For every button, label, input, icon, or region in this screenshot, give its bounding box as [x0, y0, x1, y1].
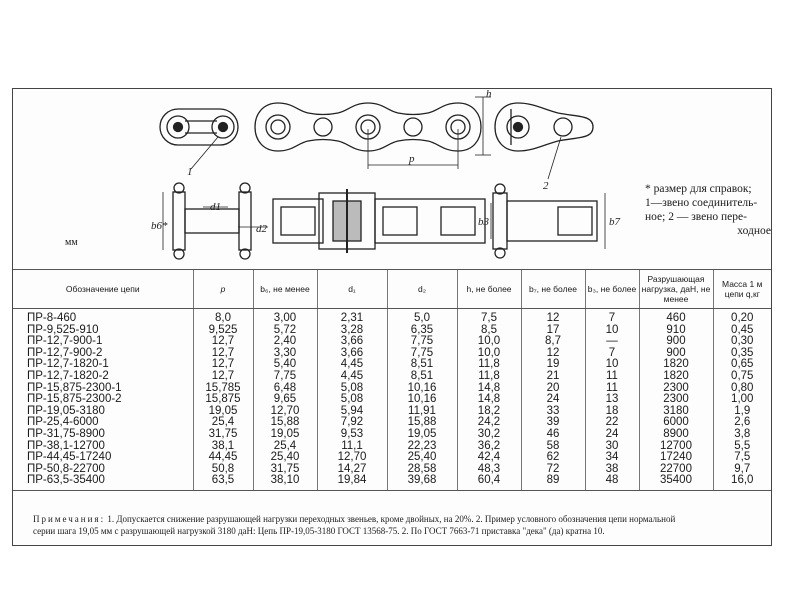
table-cell: 31,75: [253, 464, 317, 476]
table-cell: 24,2: [457, 417, 521, 429]
chain-designation-cell: ПР-50,8-22700: [27, 462, 105, 475]
table-cell: 16,0: [713, 475, 771, 490]
table-row: [13, 383, 771, 395]
transition-link-top-view: [495, 103, 593, 151]
notes-line-2: серии шага 19,05 мм с разрушающей нагрузкой 3180 даН: Цепь ПР-19,05-3180 ГОСТ 13568-75. 2. По ГОСТ 7663-71 приставка "дека" (да) кратна 10.: [33, 526, 605, 536]
table-cell: 10,16: [387, 394, 457, 406]
table-cell: 3,66: [317, 336, 387, 348]
table-cell: 6,35: [387, 325, 457, 337]
table-cell: 24: [585, 429, 639, 441]
notes-line-1: 1. Допускается снижение разрушающей нагрузки переходных звеньев, кроме двойных, на 20%. 2. Пример условного обозначения цепи нормальной: [107, 514, 676, 524]
table-row: [13, 406, 771, 418]
table-cell: 15,875: [193, 394, 253, 406]
table-cell: 11,8: [457, 371, 521, 383]
table-cell: 900: [639, 336, 713, 348]
table-cell: 2,6: [713, 417, 771, 429]
table-cell: 1,00: [713, 394, 771, 406]
table-cell: 0,45: [713, 325, 771, 337]
table-cell: 19: [521, 359, 585, 371]
table-cell: 11: [585, 383, 639, 395]
table-cell: 34: [585, 452, 639, 464]
header-cell: Обозначение цепи: [13, 270, 193, 309]
table-cell: 17240: [639, 452, 713, 464]
table-cell: 7,92: [317, 417, 387, 429]
table-cell: 910: [639, 325, 713, 337]
unit-label: мм: [65, 237, 78, 248]
table-cell: 12,7: [193, 336, 253, 348]
chain-designation-cell: ПР-44,45-17240: [27, 451, 112, 464]
table-row: [13, 348, 771, 360]
chain-designation-cell: ПР-12,7-900-1: [27, 335, 103, 348]
table-cell: 7,75: [387, 336, 457, 348]
table-cell: 22,23: [387, 441, 457, 453]
table-cell: 0,20: [713, 309, 771, 325]
table-cell: 7,75: [253, 371, 317, 383]
table-cell: 3,30: [253, 348, 317, 360]
table-row: [13, 464, 771, 476]
table-cell: 12,7: [193, 348, 253, 360]
label-b6: b6*: [151, 220, 168, 232]
table-cell: 39: [521, 417, 585, 429]
header-cell: Разрушающая нагрузка, даН, не менее: [639, 270, 713, 309]
label-h: h: [486, 89, 492, 100]
table-cell: 18: [585, 406, 639, 418]
table-notes: [33, 513, 771, 537]
table-row: [13, 452, 771, 464]
callout-2: 2: [543, 180, 549, 192]
table-cell: 7,75: [387, 348, 457, 360]
table-cell: 30,2: [457, 429, 521, 441]
chain-designation-cell: ПР-12,7-1820-2: [27, 369, 109, 382]
table-cell: 2300: [639, 394, 713, 406]
table-cell: 24: [521, 394, 585, 406]
table-cell: 900: [639, 348, 713, 360]
table-cell: 25,4: [193, 417, 253, 429]
chain-designation-cell: ПР-15,875-2300-2: [27, 393, 122, 406]
table-cell: 10,0: [457, 348, 521, 360]
table-row: [13, 429, 771, 441]
table-cell: 22: [585, 417, 639, 429]
table-cell: 10,16: [387, 383, 457, 395]
table-cell: 10: [585, 325, 639, 337]
table-cell: 62: [521, 452, 585, 464]
legend-line: 1—звено соединитель-: [645, 197, 758, 209]
table-cell: 10: [585, 359, 639, 371]
table-cell: 14,8: [457, 383, 521, 395]
chain-designation-cell: ПР-12,7-900-2: [27, 346, 103, 359]
table-cell: 15,785: [193, 383, 253, 395]
table-cell: 8,51: [387, 359, 457, 371]
callout-1: 1: [187, 166, 193, 178]
table-cell: 13: [585, 394, 639, 406]
header-cell: h, не более: [457, 270, 521, 309]
chain-designation-cell: ПР-19,05-3180: [27, 404, 105, 417]
table-cell: 19,05: [193, 406, 253, 418]
header-cell: Масса 1 м цепи q,кг: [713, 270, 771, 309]
table-cell: 5,94: [317, 406, 387, 418]
table-cell: 60,4: [457, 475, 521, 490]
table-cell: 30: [585, 441, 639, 453]
table-cell: 38,10: [253, 475, 317, 490]
table-cell: 15,88: [253, 417, 317, 429]
notes-label: Примечания:: [33, 514, 106, 524]
table-cell: 19,05: [253, 429, 317, 441]
table-cell: 18,2: [457, 406, 521, 418]
table-cell: 25,40: [387, 452, 457, 464]
table-cell: 8,0: [193, 309, 253, 325]
table-cell: 46: [521, 429, 585, 441]
table-cell: 0,75: [713, 371, 771, 383]
table-cell: 12,70: [317, 452, 387, 464]
table-cell: 72: [521, 464, 585, 476]
table-cell: 5,08: [317, 383, 387, 395]
table-cell: 9,7: [713, 464, 771, 476]
table-cell: 28,58: [387, 464, 457, 476]
table-cell: 3,8: [713, 429, 771, 441]
table-cell: 25,40: [253, 452, 317, 464]
table-cell: 460: [639, 309, 713, 325]
table-cell: 14,8: [457, 394, 521, 406]
table-header-row: [13, 270, 771, 309]
chain-designation-cell: ПР-12,7-1820-1: [27, 358, 109, 371]
table-cell: 9,525: [193, 325, 253, 337]
table-cell: 4,45: [317, 359, 387, 371]
table-cell: 22700: [639, 464, 713, 476]
table-cell: 7,5: [713, 452, 771, 464]
table-cell: 50,8: [193, 464, 253, 476]
table-cell: 19,84: [317, 475, 387, 490]
table-cell: 14,27: [317, 464, 387, 476]
document-frame: [12, 88, 772, 546]
table-cell: 7,5: [457, 309, 521, 325]
table-cell: 7: [585, 309, 639, 325]
table-cell: 35400: [639, 475, 713, 490]
table-row: [13, 394, 771, 406]
table-cell: 12: [521, 309, 585, 325]
table-cell: 5,5: [713, 441, 771, 453]
table-cell: 3,00: [253, 309, 317, 325]
chain-designation-cell: ПР-63,5-35400: [13, 475, 193, 490]
drawing-legend: [645, 182, 771, 238]
table-cell: 0,80: [713, 383, 771, 395]
table-cell: 3,66: [317, 348, 387, 360]
table-cell: 36,2: [457, 441, 521, 453]
header-cell: b₇, не более: [521, 270, 585, 309]
chain-schematic: [13, 89, 653, 269]
table-row: [13, 336, 771, 348]
table-cell: 9,65: [253, 394, 317, 406]
table-cell: 11,1: [317, 441, 387, 453]
table-cell: 12,7: [193, 371, 253, 383]
chain-designation-cell: ПР-38,1-12700: [27, 439, 105, 452]
table-row: [13, 417, 771, 429]
table-cell: 0,65: [713, 359, 771, 371]
table-cell: 5,72: [253, 325, 317, 337]
table-cell: 11: [585, 371, 639, 383]
header-cell: d₂: [387, 270, 457, 309]
table-cell: 31,75: [193, 429, 253, 441]
table-cell: 11,8: [457, 359, 521, 371]
table-cell: 8,51: [387, 371, 457, 383]
label-b3: b3: [478, 216, 489, 228]
chain-designation-cell: ПР-8-460: [27, 312, 77, 324]
table-cell: 5,08: [317, 394, 387, 406]
table-cell: 10,0: [457, 336, 521, 348]
table-cell: 2300: [639, 383, 713, 395]
table-cell: 2,40: [253, 336, 317, 348]
table-cell: 3,28: [317, 325, 387, 337]
table-cell: 12700: [639, 441, 713, 453]
chain-designation-cell: ПР-9,525-910: [27, 323, 99, 336]
table-cell: 2,31: [317, 309, 387, 325]
table-cell: 6,48: [253, 383, 317, 395]
connecting-link-top-view: [160, 109, 238, 145]
table-cell: 12,7: [193, 359, 253, 371]
table-cell: 39,68: [387, 475, 457, 490]
label-d2: d2: [256, 223, 267, 235]
chain-designation-cell: ПР-25,4-6000: [27, 416, 99, 429]
table-cell: 5,0: [387, 309, 457, 325]
legend-line: ходное: [737, 225, 771, 237]
table-cell: 0,30: [713, 336, 771, 348]
table-cell: —: [585, 336, 639, 348]
table-cell: 17: [521, 325, 585, 337]
table-cell: 33: [521, 406, 585, 418]
table-cell: 0,35: [713, 348, 771, 360]
table-body: [13, 309, 771, 491]
table-row: [13, 309, 771, 325]
table-row: [13, 441, 771, 453]
table-cell: 8,5: [457, 325, 521, 337]
table-cell: 25,4: [253, 441, 317, 453]
table-cell: 12: [521, 348, 585, 360]
table-cell: 19,05: [387, 429, 457, 441]
table-cell: 9,53: [317, 429, 387, 441]
table-cell: 89: [521, 475, 585, 490]
header-cell: p: [193, 270, 253, 309]
table-cell: 3180: [639, 406, 713, 418]
table-cell: 8900: [639, 429, 713, 441]
table-cell: 38,1: [193, 441, 253, 453]
table-cell: 4,45: [317, 371, 387, 383]
table-cell: 1820: [639, 359, 713, 371]
legend-line: * размер для справок;: [645, 183, 752, 195]
table-cell: 1,9: [713, 406, 771, 418]
chain-side-view: [173, 183, 597, 259]
table-row: [13, 325, 771, 337]
table-cell: 15,88: [387, 417, 457, 429]
label-b7: b7: [609, 216, 620, 228]
table-cell: 48: [585, 475, 639, 490]
label-p: p: [409, 153, 415, 165]
chain-designation-cell: ПР-15,875-2300-1: [27, 381, 122, 394]
table-cell: 21: [521, 371, 585, 383]
table-cell: 1820: [639, 371, 713, 383]
table-cell: 42,4: [457, 452, 521, 464]
legend-line: ное; 2 — звено пере-: [645, 211, 747, 223]
table-cell: 44,45: [193, 452, 253, 464]
chain-drawing: [13, 89, 773, 269]
header-cell: b₃, не более: [585, 270, 639, 309]
label-d1: d1: [210, 201, 221, 213]
table-cell: 6000: [639, 417, 713, 429]
chain-spec-table: [13, 269, 771, 491]
table-row: [13, 371, 771, 383]
table-cell: 48,3: [457, 464, 521, 476]
chain-designation-cell: ПР-31,75-8900: [27, 427, 105, 440]
table-cell: 38: [585, 464, 639, 476]
table-cell: 5,40: [253, 359, 317, 371]
table-row: [13, 475, 771, 490]
table-cell: 12,70: [253, 406, 317, 418]
table-cell: 63,5: [193, 475, 253, 490]
table-cell: 20: [521, 383, 585, 395]
table-cell: 7: [585, 348, 639, 360]
table-cell: 11,91: [387, 406, 457, 418]
table-row: [13, 359, 771, 371]
header-cell: d₁: [317, 270, 387, 309]
header-cell: b₆, не менее: [253, 270, 317, 309]
table-cell: 8,7: [521, 336, 585, 348]
table-cell: 58: [521, 441, 585, 453]
